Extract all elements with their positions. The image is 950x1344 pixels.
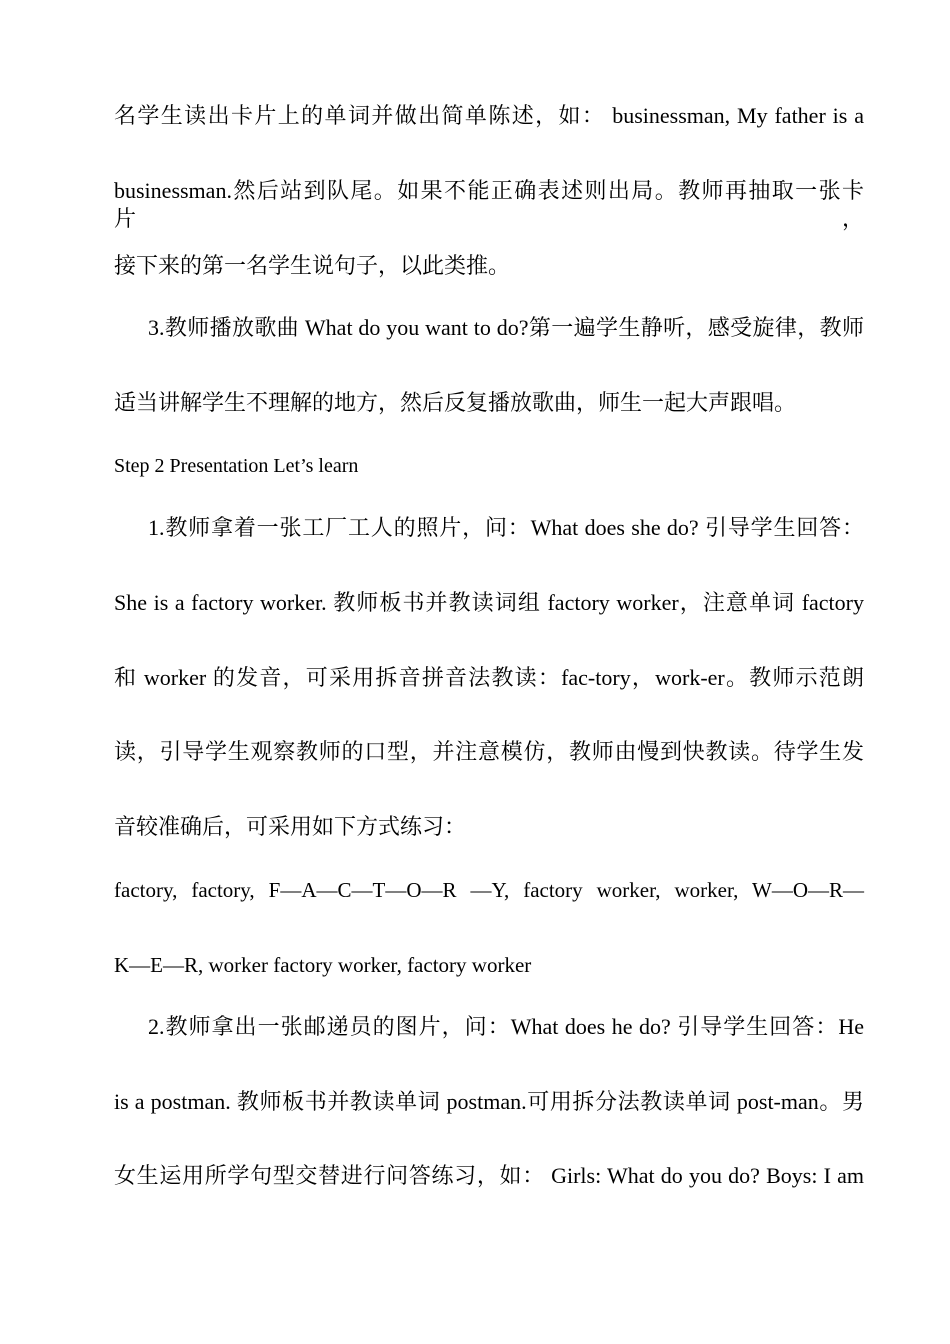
step-heading: Step 2 Presentation Let’s learn: [114, 455, 359, 477]
spelling-drill-line-2: K—E—R, worker factory worker, factory worker: [114, 953, 532, 977]
paragraph-d-line-2: is a postman. 教师板书并教读单词 postman.可用拆分法教读单词 post-man。男: [114, 1089, 864, 1114]
paragraph-a-line-2: businessman.然后站到队尾。如果不能正确表述则出局。教师再抽取一张卡片，: [114, 178, 864, 231]
paragraph-c-line-1: 1.教师拿着一张工厂工人的照片，问：What does she do? 引导学生回答：: [148, 515, 864, 540]
paragraph-c-line-2: She is a factory worker. 教师板书并教读词组 factory worker，注意单词 factory: [114, 590, 864, 615]
paragraph-c-line-3: 和 worker 的发音，可采用拆音拼音法教读：fac-tory，work-er。教师示范朗: [114, 665, 864, 690]
paragraph-a-line-3: 接下来的第一名学生说句子，以此类推。: [114, 253, 511, 278]
paragraph-b-line-2: 适当讲解学生不理解的地方，然后反复播放歌曲，师生一起大声跟唱。: [114, 390, 797, 415]
paragraph-b-line-1: 3.教师播放歌曲 What do you want to do?第一遍学生静听，感受旋律，教师: [148, 315, 864, 340]
paragraph-c-line-5: 音较准确后，可采用如下方式练习：: [114, 814, 467, 839]
spelling-drill-line-1: factory, factory, F—A—C—T—O—R —Y, factory worker, worker, W—O—R—: [114, 878, 864, 902]
paragraph-a-line-1: 名学生读出卡片上的单词并做出简单陈述，如： businessman, My father is a: [114, 103, 864, 128]
paragraph-c-line-4: 读，引导学生观察教师的口型，并注意模仿，教师由慢到快教读。待学生发: [114, 739, 864, 764]
paragraph-d-line-1: 2.教师拿出一张邮递员的图片，问：What does he do? 引导学生回答：He: [148, 1014, 864, 1039]
paragraph-d-line-3: 女生运用所学句型交替进行问答练习，如： Girls: What do you do? Boys: I am: [114, 1163, 864, 1188]
